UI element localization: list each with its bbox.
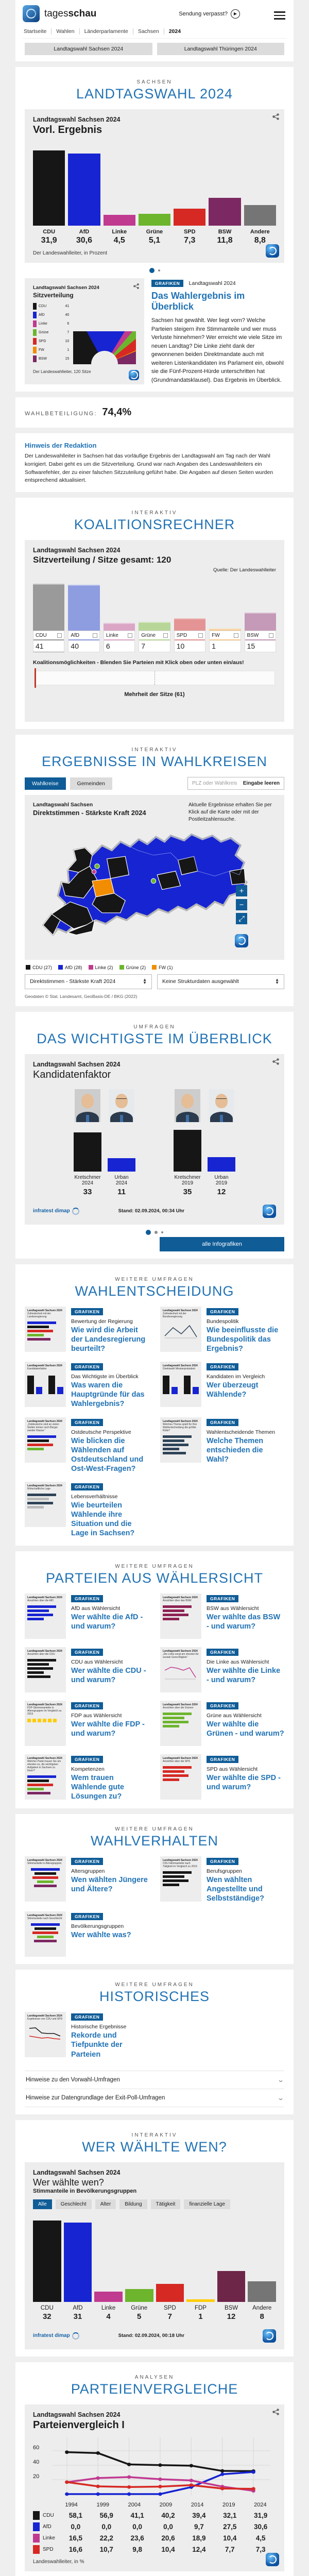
teaser-kicker: Berufsgruppen <box>207 1868 242 1874</box>
section-title: WAHLENTSCHEIDUNG <box>75 1283 234 1299</box>
chart-kicker: Landtagswahl Sachsen 2024 <box>33 285 99 291</box>
chart-title: Sitzverteilung <box>33 292 74 299</box>
wahlkreise-section <box>15 735 294 1006</box>
group-bars <box>33 2215 276 2302</box>
teaser-kicker: Wahlentscheidende Themen <box>207 1429 276 1435</box>
teaser-thumbnail: Landtagswahl Sachsen 2024 FDP-Stimmenanteile in Altersgruppen im Vergleich zu 2019 <box>25 1701 66 1746</box>
teaser-card[interactable] <box>160 1754 284 1801</box>
teaser-kicker: Bevölkerungsgruppen <box>71 1923 124 1930</box>
bar-afd[interactable] <box>68 154 100 226</box>
sendung-verpasst-link[interactable] <box>179 9 240 19</box>
coalition-hint: Koalitionsmöglichkeiten - Blenden Sie Parteien mit Klick oben oder unten ein/aus! <box>33 659 244 666</box>
teaser-kicker: Bundespolitik <box>207 1318 239 1325</box>
teaser-title[interactable]: Das Wahlergebnis im Überblick <box>151 291 245 312</box>
teaser-title[interactable]: Wie wird die Arbeit der Landesregierung beurteilt? <box>71 1326 146 1353</box>
teaser-kicker: AfD aus Wählersicht <box>71 1605 121 1612</box>
teaser-title[interactable]: Welche Themen entschieden die Wahl? <box>207 1436 264 1464</box>
teaser-title[interactable]: Rekorde und Tiefpunkte der Parteien <box>71 2031 123 2059</box>
waehlersicht-section <box>15 1551 294 1808</box>
teaser-kicker: Ostdeutsche Perspektive <box>71 1429 131 1435</box>
carousel-dots[interactable] <box>25 1230 284 1235</box>
map-title: Direktstimmen - Stärkste Kraft 2024 <box>33 809 146 817</box>
alle-infografiken-button[interactable]: alle Infografiken <box>160 1237 284 1251</box>
teaser-title[interactable]: Wie blicken die Wählenden auf Ostdeutschland und Ost-West-Fragen? <box>71 1436 144 1473</box>
teaser-title[interactable]: Wer wählte die AfD - und warum? <box>71 1613 143 1631</box>
saxony-map[interactable] <box>33 823 276 953</box>
teaser-kicker: CDU aus Wählersicht <box>71 1658 123 1665</box>
koalitionsrechner-card <box>25 540 284 722</box>
party-box-cdu[interactable]: CDU 41 <box>33 631 64 652</box>
bar-kretschmer-2019 <box>174 1130 201 1172</box>
teaser-title[interactable]: Wer überzeugt Wählende? <box>207 1381 259 1399</box>
teaser-thumbnail: Landtagswahl Sachsen 2024 Ansichten über die Grünen <box>160 1701 201 1746</box>
section-title: ERGEBNISSE IN WAHLKREISEN <box>41 754 268 769</box>
grafiken-badge: GRAFIKEN <box>71 1483 103 1490</box>
chart-title: Sitzverteilung / Sitze gesamt: 120 <box>33 555 171 565</box>
data-layer-select[interactable]: Direktstimmen - Stärkste Kraft 2024 ▲ ▼ <box>25 974 152 989</box>
tab-alter[interactable]: Alter <box>95 2199 116 2209</box>
historisches-section <box>15 1970 294 2114</box>
teaser-card[interactable] <box>25 1594 149 1639</box>
party-box-spd[interactable]: SPD 10 <box>174 631 205 652</box>
teaser-card[interactable] <box>160 1417 284 1474</box>
ard-logo-icon <box>263 1205 276 1218</box>
section-kicker: WEITERE UMFRAGEN <box>115 1982 194 1988</box>
chart-title: Vorl. Ergebnis <box>33 124 102 135</box>
teaser-kicker: BSW aus Wählersicht <box>207 1605 259 1612</box>
bar-spd[interactable] <box>174 209 205 226</box>
teaser-title[interactable]: Wer wählte die SPD - und warum? <box>207 1773 281 1791</box>
grafiken-badge: GRAFIKEN <box>71 1363 103 1370</box>
party-box-gruene[interactable]: Grüne 7 <box>139 631 170 652</box>
chevron-down-icon: ⌄ <box>277 2076 285 2083</box>
candidate-kretschmer-2024: Kretschmer 2024 33 <box>73 1089 102 1196</box>
line-chart-svg <box>33 2437 276 2498</box>
chart-source: Der Landeswahlleiter, in Prozent <box>33 250 107 256</box>
teaser-title[interactable]: Wen wählten Angestellte und Selbstständige? <box>207 1875 264 1903</box>
majority-gauge <box>34 671 275 685</box>
urban-photo <box>109 1089 134 1122</box>
grafiken-badge: GRAFIKEN <box>207 1649 238 1656</box>
teaser-title[interactable]: Was waren die Hauptgründe für das Wahlergebnis? <box>71 1381 145 1409</box>
teaser-thumbnail: Landtagswahl Sachsen 2024 Stimmanteile in Altersgruppen <box>25 1856 66 1902</box>
teaser-thumbnail: Landtagswahl Sachsen 2024 Ansichten über die SPD <box>160 1754 201 1800</box>
teaser-thumbnail: Landtagswahl Sachsen 2024 Ergebnisse von CDU und SPD <box>25 2012 66 2057</box>
sendung-label: Sendung verpasst? <box>179 10 228 17</box>
checkbox[interactable] <box>57 633 62 638</box>
section-kicker: WEITERE UMFRAGEN <box>115 1826 194 1832</box>
bar-bsw[interactable] <box>209 198 241 226</box>
parteienvergleich-card <box>25 2404 284 2571</box>
ard-logo-icon <box>266 2553 279 2566</box>
bar-bsw[interactable] <box>217 2271 246 2301</box>
grafiken-badge: GRAFIKEN <box>71 1858 103 1865</box>
candidate-kretschmer-2019: Kretschmer 2019 35 <box>173 1089 202 1196</box>
bar-gruene[interactable] <box>139 214 170 226</box>
share-icon[interactable] <box>272 2409 279 2418</box>
map-card <box>25 795 284 960</box>
chart-subtitle: Stimmanteile in Bevölkerungsgruppen <box>33 2188 137 2194</box>
tab-finanzielle-lage[interactable]: finanzielle Lage <box>184 2199 230 2209</box>
grafiken-badge: GRAFIKEN <box>71 1702 103 1709</box>
result-chart-card <box>25 109 284 263</box>
section-kicker: INTERAKTIV <box>131 747 178 753</box>
party-box-fw[interactable]: FW 1 <box>209 631 241 652</box>
teaser-title[interactable]: Wer wählte die Grünen - und warum? <box>207 1720 284 1738</box>
grafiken-badge: GRAFIKEN <box>207 1595 238 1602</box>
werwaehltewen-section <box>15 2120 294 2357</box>
hinweis-title: Hinweis der Redaktion <box>25 442 97 449</box>
share-icon[interactable] <box>133 282 139 292</box>
teaser-card[interactable] <box>160 1647 284 1692</box>
urban-photo <box>209 1089 234 1122</box>
teaser-title[interactable]: Wie beurteilen Wählende ihre Situation und die Lage in Sachsen? <box>71 1501 135 1538</box>
tab-sachsen-2024[interactable]: Landtagswahl Sachsen 2024 <box>25 43 152 55</box>
section-title: DAS WICHTIGSTE IM ÜBERBLICK <box>37 1030 272 1046</box>
teaser-title[interactable]: Wer wählte was? <box>71 1931 131 1940</box>
logo-text-bold: schau <box>68 8 97 19</box>
teaser-card[interactable] <box>25 2012 149 2059</box>
teaser-card[interactable] <box>160 1594 284 1639</box>
teaser-title[interactable]: Wer wählte das BSW - und warum? <box>207 1613 281 1631</box>
majority-label: Mehrheit der Sitze (61) <box>124 691 185 698</box>
chart-title: Wer wählte wen? <box>33 2177 104 2188</box>
bar-linke[interactable] <box>94 2292 123 2302</box>
hamburger-icon[interactable] <box>274 11 285 20</box>
result-bar-labels: CDU 31,9 AfD 30,6 Linke 4,5 Grüne 5,1 SPD 7,3 BSW 11,8 Andere 8,8 <box>41 229 270 245</box>
section-title: KOALITIONSRECHNER <box>74 517 235 532</box>
tab-gemeinden[interactable]: Gemeinden <box>70 777 112 790</box>
nav-2024[interactable]: 2024 <box>164 28 185 35</box>
x-axis-years: 1994 1999 2004 2009 2014 2019 2024 <box>65 2501 267 2508</box>
parteienvergleiche-section <box>15 2362 294 2576</box>
grafiken-badge: GRAFIKEN <box>207 1419 238 1426</box>
grafiken-badge: GRAFIKEN <box>71 1649 103 1656</box>
section-landtagswahl <box>15 67 294 392</box>
structure-data-select[interactable]: Keine Strukturdaten ausgewählt ▲ ▼ <box>157 974 284 989</box>
bar-gruene[interactable] <box>125 2289 153 2302</box>
teaser-kicker: Kandidaten im Vergleich <box>207 1374 265 1380</box>
teaser-thumbnail: Landtagswahl Sachsen 2024 Wirtschaftliche Lage <box>25 1482 66 1527</box>
share-icon[interactable] <box>272 113 279 123</box>
candidate-urban-2024: Urban 2024 11 <box>107 1089 136 1196</box>
ard-logo-icon <box>235 934 248 947</box>
teaser-kicker: Bewertung der Regierung <box>71 1318 133 1325</box>
teaser-kicker: FDP aus Wählersicht <box>71 1712 122 1719</box>
teaser-thumbnail: Landtagswahl Sachsen 2024 Stimmanteile nach Geschlecht <box>25 1911 66 1957</box>
stand-timestamp: Stand: 02.09.2024, 00:18 Uhr <box>118 2333 184 2339</box>
party-box-afd[interactable]: AfD 40 <box>68 631 99 652</box>
bar-andere[interactable] <box>244 205 276 226</box>
bar-kretschmer-2024 <box>74 1132 101 1172</box>
kretschmer-photo <box>75 1089 100 1122</box>
kandidatenfaktor-card <box>25 1054 284 1225</box>
bar-fdp[interactable] <box>186 2299 215 2302</box>
nav-startseite[interactable]: Startseite <box>24 28 47 35</box>
teaser-title[interactable]: Wer wählte die FDP - und warum? <box>71 1720 145 1738</box>
teaser-card[interactable] <box>160 1362 284 1409</box>
grafiken-badge: GRAFIKEN <box>207 1308 238 1315</box>
teaser-thumbnail: Landtagswahl Sachsen 2024 Direktwahl Ministerpräsident <box>160 1362 201 1407</box>
teaser-thumbnail: Landtagswahl Sachsen 2024 Ansichten über die AfD <box>25 1594 66 1639</box>
section-title: WER WÄHLTE WEN? <box>82 2139 227 2155</box>
infratest-dimap-logo: infratest dimap <box>33 2332 79 2340</box>
nav-wahlen[interactable]: Wahlen <box>51 28 79 35</box>
wahlbeteiligung-band <box>15 397 294 428</box>
teaser-title[interactable]: Wie beeinflusste die Bundespolitik das Ergebnis? <box>207 1326 279 1353</box>
bar-linke[interactable] <box>104 215 135 226</box>
teaser-card[interactable] <box>25 1856 149 1903</box>
gauge-marker <box>35 668 36 688</box>
tab-alle[interactable]: Alle <box>33 2199 52 2209</box>
checkbox[interactable] <box>234 633 238 638</box>
site-title[interactable] <box>44 8 96 20</box>
tab-bildung[interactable]: Bildung <box>119 2199 147 2209</box>
tab-geschlecht[interactable]: Geschlecht <box>56 2199 92 2209</box>
teaser-kicker: Die Linke aus Wählersicht <box>207 1658 269 1665</box>
bar-andere[interactable] <box>248 2281 276 2302</box>
chart-title: Parteienvergleich I <box>33 2419 125 2431</box>
grafiken-badge: GRAFIKEN <box>71 1595 103 1602</box>
teaser-thumbnail: Landtagswahl Sachsen 2024 Ansichten über das BSW <box>160 1594 201 1639</box>
teaser-thumbnail: Landtagswahl Sachsen 2024 CDU-Stimmanteile nach Tätigkeit im Vergleich zu 2019 <box>160 1856 201 1902</box>
play-icon[interactable]: ▶ <box>231 9 240 19</box>
coalition-party-boxes <box>33 631 276 652</box>
checkbox[interactable] <box>163 633 168 638</box>
grafiken-badge: GRAFIKEN <box>71 1419 103 1426</box>
line-chart-legend-table: CDU 58,1 56,9 41,1 40,2 39,4 32,1 31,9 AfD 0,0 0,0 0,0 0,0 9,7 27,5 30,6 Linke 16,5 22,2 23,6 20,6 18,9 10,4 4,5 SPD 16,6 10,7 9,8 10,4 12,4 7,7 7,3 <box>33 2511 276 2554</box>
teaser-card[interactable] <box>25 1307 149 1353</box>
wahlentscheidung-section <box>15 1264 294 1546</box>
logo-text-light: tages <box>44 8 68 19</box>
share-icon[interactable] <box>272 1058 279 1067</box>
teaser-card[interactable] <box>25 1362 149 1409</box>
bar-spd[interactable] <box>156 2284 184 2302</box>
bar-urban-2024 <box>108 1158 135 1171</box>
section-title: HISTORISCHES <box>99 1989 210 2005</box>
grafiken-badge: GRAFIKEN <box>71 1308 103 1315</box>
section-kicker: INTERAKTIV <box>131 510 178 516</box>
carousel-dots[interactable] <box>25 268 284 273</box>
section-title: PARTEIEN AUS WÄHLERSICHT <box>45 1570 264 1586</box>
teaser-thumbnail: Landtagswahl Sachsen 2024 „Ostdeutsche sind an vielen Stellen immer noch Bürger zweiter Klasse.“ <box>25 1417 66 1463</box>
teaser-title[interactable]: Wer wählte die CDU - und warum? <box>71 1666 146 1684</box>
bar-cdu[interactable] <box>33 150 65 226</box>
section-kicker: SACHSEN <box>136 79 173 85</box>
fullscreen-button[interactable]: ⤢ <box>236 913 247 924</box>
teaser-card[interactable] <box>25 1701 149 1746</box>
koalitionsrechner-section <box>15 498 294 729</box>
tagesschau-logo-icon[interactable] <box>23 5 40 22</box>
clear-input-button[interactable]: Eingabe leeren <box>243 781 280 786</box>
teaser-kicker: Historische Ergebnisse <box>71 2024 127 2030</box>
party-box-bsw[interactable]: BSW 15 <box>245 631 276 652</box>
tab-thueringen-2024[interactable]: Landtagswahl Thüringen 2024 <box>157 43 285 55</box>
line-chart: 60 40 20 <box>33 2437 276 2501</box>
ard-logo-icon <box>263 2329 276 2343</box>
chart-source: Quelle: Der Landeswahlleiter <box>213 567 276 573</box>
bar-urban-2019 <box>208 1157 235 1172</box>
teaser-thumbnail: Landtagswahl Sachsen 2024 Welches Thema spielt für Ihre Wahlentscheidung die größte Rolle? <box>160 1417 201 1463</box>
chevron-down-icon: ⌄ <box>277 2094 285 2102</box>
chart-kicker: Landtagswahl Sachsen 2024 <box>33 1060 121 1068</box>
teaser-title[interactable]: Wer wählte die Linke - und warum? <box>207 1666 281 1684</box>
kbar-spd[interactable] <box>174 618 205 631</box>
kbar-bsw[interactable] <box>245 613 276 631</box>
election-tabs <box>23 39 286 61</box>
stand-timestamp: Stand: 02.09.2024, 00:34 Uhr <box>118 1208 184 1214</box>
teaser-kicker: Altersgruppen <box>71 1868 105 1874</box>
chart-source: Landeswahlleiter, in % <box>33 2558 84 2565</box>
wahlbeteiligung-label: WAHLBETEILIGUNG: <box>25 411 97 417</box>
search-placeholder: PLZ oder Wahlkreis <box>192 781 237 786</box>
teaser-card[interactable] <box>25 1911 149 1957</box>
chart-kicker: Landtagswahl Sachsen 2024 <box>33 2411 121 2418</box>
teaser-kicker: Landtagswahl 2024 <box>188 280 236 286</box>
grafiken-badge: GRAFIKEN <box>71 2013 103 2021</box>
chart-kicker: Landtagswahl Sachsen 2024 <box>33 116 121 123</box>
majority-line <box>154 671 155 685</box>
teaser-thumbnail: Landtagswahl Sachsen 2024 „Die Linke sorgt am ehesten für soziale Gerechtigkeit.“ <box>160 1647 201 1692</box>
kbar-linke[interactable] <box>104 623 135 631</box>
map-kicker: Landtagswahl Sachsen <box>33 802 93 808</box>
zoom-in-button[interactable]: + <box>236 885 247 896</box>
party-box-linke[interactable]: Linke 6 <box>104 631 135 652</box>
section-title: PARTEIENVERGLEICHE <box>71 2381 238 2397</box>
kbar-afd[interactable] <box>68 585 99 631</box>
candidate-urban-2019: Urban 2019 12 <box>207 1089 236 1196</box>
nav-laenderparlamente[interactable]: Länderparlamente <box>79 28 133 35</box>
grafiken-badge: GRAFIKEN <box>151 280 183 287</box>
teaser-title[interactable]: Wen wählten Jüngere und Ältere? <box>71 1875 148 1894</box>
grafiken-badge: GRAFIKEN <box>207 1702 238 1709</box>
teaser-card[interactable] <box>25 1754 149 1801</box>
nav-sachsen[interactable]: Sachsen <box>133 28 164 35</box>
teaser-title[interactable]: Wem trauen Wählende gute Lösungen zu? <box>71 1773 125 1801</box>
teaser-card[interactable] <box>25 1417 149 1474</box>
zoom-out-button[interactable]: − <box>236 899 247 910</box>
teaser-thumbnail: Landtagswahl Sachsen 2024 Kandidatenfaktor <box>25 1362 66 1407</box>
bar-cdu[interactable] <box>33 2221 61 2302</box>
ard-logo-icon <box>129 370 139 380</box>
section-title: WAHLVERHALTEN <box>90 1833 219 1849</box>
bar-afd[interactable] <box>64 2223 92 2301</box>
teaser-kicker: Kompetenzen <box>71 1766 105 1772</box>
teaser-thumbnail: Landtagswahl Sachsen 2024 Ansichten über die CDU <box>25 1647 66 1692</box>
accordion-exit-poll[interactable]: Hinweise zur Datengrundlage der Exit-Poll-Umfragen ⌄ <box>25 2089 284 2107</box>
teaser-kicker: Das Wichtigste im Überblick <box>71 1374 139 1380</box>
grafiken-badge: GRAFIKEN <box>71 1913 103 1920</box>
section-kicker: ANALYSEN <box>134 2374 175 2380</box>
teaser-kicker: Grüne aus Wählersicht <box>207 1712 262 1719</box>
group-tabs <box>33 2199 276 2209</box>
ard-logo-icon <box>266 244 279 258</box>
checkbox[interactable] <box>269 633 273 638</box>
section-kicker: WEITERE UMFRAGEN <box>115 1563 194 1569</box>
grafiken-badge: GRAFIKEN <box>207 1363 238 1370</box>
chart-source: Der Landeswahlleiter, 120 Sitze <box>33 369 91 374</box>
chart-kicker: Landtagswahl Sachsen 2024 <box>33 547 121 554</box>
tab-taetigkeit[interactable]: Tätigkeit <box>151 2199 181 2209</box>
teaser-card[interactable] <box>160 1307 284 1353</box>
teaser-text: Sachsen hat gewählt. Wer liegt vorn? Welche Parteien steigern ihre Stimmanteile und wer muss Verluste hinnehmen? Wer erreicht wie viele Sitze im neuen Landtag? Die Linke zieht dank der gewonnenen beiden Direktmandate auch mit weiteren Listenkandidaten ins Parlament ein, obwohl sie die Fünf-Prozent-Hürde unterschritten hat (Grundmandatsklausel). Das Ergebnis im Überblick. <box>151 317 284 383</box>
werwaehltewen-card <box>25 2162 284 2349</box>
section-kicker: UMFRAGEN <box>133 1024 176 1030</box>
teaser-kicker: Lebensverhältnisse <box>71 1494 118 1500</box>
checkbox[interactable] <box>198 633 203 638</box>
map-attribution: Geodaten © Stat. Landesamt, GeoBasis-DE / BKG (2022) <box>25 993 138 999</box>
infratest-dimap-logo: infratest dimap <box>33 1208 79 1215</box>
hinweis-band <box>15 433 294 492</box>
section-kicker: INTERAKTIV <box>131 2132 178 2138</box>
teaser-card[interactable] <box>160 1701 284 1746</box>
teaser-kicker: SPD aus Wählersicht <box>207 1766 258 1772</box>
wahlbeteiligung-value: 74,4% <box>102 406 132 418</box>
kbar-cdu[interactable] <box>33 584 64 631</box>
teaser-thumbnail: Landtagswahl Sachsen 2024 Welcher Partei trauen Sie am ehesten zu, die wichtigsten Aufgaben in Sachsen zu lösen? <box>25 1754 66 1800</box>
grafiken-badge: GRAFIKEN <box>207 1858 238 1865</box>
checkbox[interactable] <box>128 633 132 638</box>
wahlverhalten-section <box>15 1814 294 1964</box>
group-bar-labels: CDU 32 AfD 31 Linke 4 Grüne 5 SPD 7 FDP 1 BSW 12 Andere 8 <box>40 2304 272 2321</box>
checkbox[interactable] <box>93 633 97 638</box>
sitzverteilung-card[interactable] <box>25 278 144 384</box>
result-bars <box>33 143 276 226</box>
accordion-vorwahl-umfragen[interactable]: Hinweise zu den Vorwahl-Umfragen ⌄ <box>25 2071 284 2089</box>
grafiken-badge: GRAFIKEN <box>207 1756 238 1763</box>
site-header <box>15 0 294 61</box>
kbar-gruene[interactable] <box>139 622 170 631</box>
teaser-card[interactable] <box>160 1856 284 1903</box>
hinweis-text: Der Landeswahlleiter in Sachsen hat das vorläufige Ergebnis der Landtagswahl am Tag nach der Wahl korrigiert. Dabei geht es um die Sitzverteilung. Grund war nach Angaben des Landeswahlleiters ein Softwarefehler, der zu einer falschen Sitzzuteilung geführt habe. Die Angaben auf diesen Seiten wurden entsprechend aktualisiert. <box>25 453 273 484</box>
overview-teaser[interactable] <box>151 278 284 384</box>
chart-kicker: Landtagswahl Sachsen 2024 <box>33 2168 121 2176</box>
breadcrumb <box>23 28 286 39</box>
tab-wahlkreise[interactable]: Wahlkreise <box>25 777 66 790</box>
page-title: LANDTAGSWAHL 2024 <box>76 86 233 101</box>
section-kicker: WEITERE UMFRAGEN <box>115 1276 194 1282</box>
plz-search-input[interactable] <box>187 777 284 790</box>
map-svg[interactable] <box>33 823 254 952</box>
kretschmer-photo <box>175 1089 200 1122</box>
seat-halfpie-chart <box>73 331 136 364</box>
map-note: Aktuelle Ergebnisse erhalten Sie per Klick auf die Karte oder mit der Postleitzahlensuche. <box>188 802 272 822</box>
ueberblick-section <box>15 1012 294 1259</box>
teaser-thumbnail: Landtagswahl Sachsen 2024 Zufriedenheit mit der Bundesregierung <box>160 1307 201 1352</box>
map-legend: CDU (27) AfD (28) Linke (2) Grüne (2) FW (1) <box>26 965 283 970</box>
teaser-card[interactable] <box>25 1647 149 1692</box>
teaser-thumbnail: Landtagswahl Sachsen 2024 Zufriedenheit mit der Landesregierung <box>25 1307 66 1352</box>
coalition-bars <box>33 581 276 631</box>
teaser-card[interactable] <box>25 1482 149 1538</box>
grafiken-badge: GRAFIKEN <box>71 1756 103 1763</box>
seat-legend: CDU 41 AfD 40 Linke 6 Grüne 7 SPD 10 FW 1 BSW 15 <box>33 303 69 364</box>
chart-title: Kandidatenfaktor <box>33 1069 111 1080</box>
